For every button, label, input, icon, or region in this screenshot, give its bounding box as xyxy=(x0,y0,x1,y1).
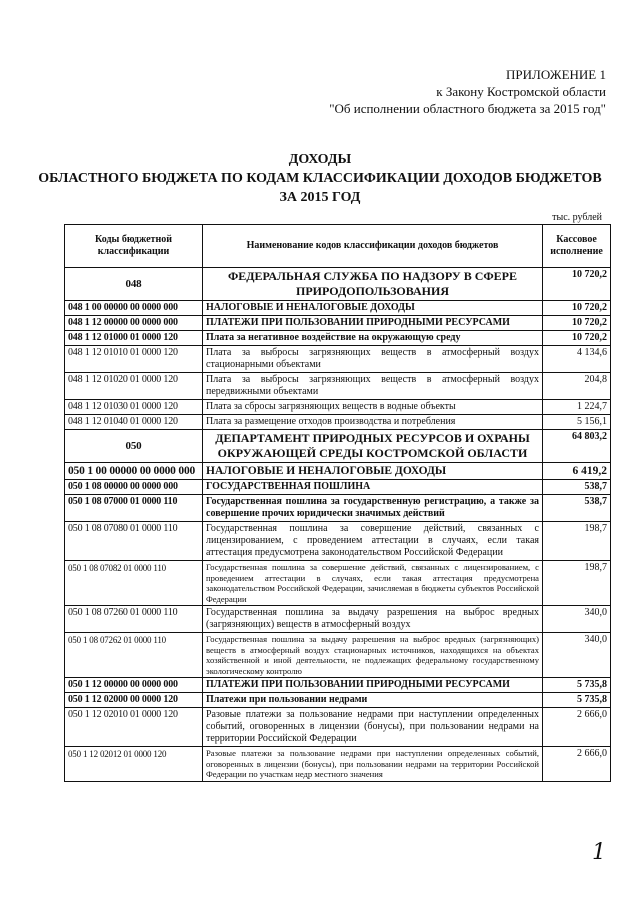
title-line-1: ДОХОДЫ xyxy=(288,152,352,167)
appendix-label: ПРИЛОЖЕНИЕ 1 xyxy=(506,67,606,82)
appendix-law: к Закону Костромской области xyxy=(436,84,606,99)
row-amount: 5 735,8 xyxy=(543,693,611,708)
table-header-row xyxy=(65,225,611,268)
table-row xyxy=(65,346,611,373)
row-amount: 198,7 xyxy=(543,522,611,561)
row-amount: 10 720,2 xyxy=(543,301,611,316)
row-amount: 5 735,8 xyxy=(543,678,611,693)
table-row xyxy=(65,633,611,678)
title-line-2: ОБЛАСТНОГО БЮДЖЕТА ПО КОДАМ КЛАССИФИКАЦИИ ДОХОДОВ БЮДЖЕТОВ xyxy=(38,171,602,186)
row-amount: 10 720,2 xyxy=(543,268,611,301)
row-name: Плата за выбросы загрязняющих веществ в атмосферный воздух стационарными объектами xyxy=(203,346,543,373)
row-code: 050 1 08 07000 01 0000 110 xyxy=(65,495,203,522)
row-name: Государственная пошлина за совершение действий, связанных с лицензированием, с проведением аттестации в случаях, если такая аттестация предусмотрена законодательством Российской Федерации, зачисляемая в бюджеты субъектов Российской Федерации xyxy=(203,561,543,606)
row-code: 048 1 12 01010 01 0000 120 xyxy=(65,346,203,373)
row-amount: 340,0 xyxy=(543,633,611,678)
row-amount: 1 224,7 xyxy=(543,400,611,415)
row-code: 048 1 12 00000 00 0000 000 xyxy=(65,316,203,331)
row-code: 050 1 12 00000 00 0000 000 xyxy=(65,678,203,693)
row-code: 050 1 08 07082 01 0000 110 xyxy=(65,561,203,606)
appendix-law-title: "Об исполнении областного бюджета за 2015 год" xyxy=(329,101,606,116)
document-title xyxy=(0,150,640,207)
row-amount: 6 419,2 xyxy=(543,463,611,480)
page-number: 1 xyxy=(592,840,606,865)
row-code: 048 1 00 00000 00 0000 000 xyxy=(65,301,203,316)
table-row xyxy=(65,480,611,495)
row-code: 050 1 08 07260 01 0000 110 xyxy=(65,606,203,633)
table-row xyxy=(65,316,611,331)
row-name: Разовые платежи за пользование недрами при наступлении определенных событий, оговоренных в лицензии (бонусы), при пользовании недрами на территории Российской Федерации по участкам недр местного значения xyxy=(203,747,543,782)
table-row xyxy=(65,400,611,415)
row-code: 048 1 12 01040 01 0000 120 xyxy=(65,415,203,430)
row-amount: 538,7 xyxy=(543,495,611,522)
row-name: Плата за выбросы загрязняющих веществ в атмосферный воздух передвижными объектами xyxy=(203,373,543,400)
row-amount: 10 720,2 xyxy=(543,316,611,331)
row-amount: 2 666,0 xyxy=(543,747,611,782)
row-name: Государственная пошлина за совершение действий, связанных с лицензированием, с проведением аттестации в случаях, если такая аттестация предусмотрена законодательством Российской Федерации xyxy=(203,522,543,561)
row-amount: 204,8 xyxy=(543,373,611,400)
row-code: 048 xyxy=(65,268,203,301)
row-code: 050 1 08 07262 01 0000 110 xyxy=(65,633,203,678)
column-header-amount: Кассовое исполнение xyxy=(543,225,611,268)
row-name: ГОСУДАРСТВЕННАЯ ПОШЛИНА xyxy=(203,480,543,495)
row-code: 050 1 00 00000 00 0000 000 xyxy=(65,463,203,480)
row-name: Плата за сбросы загрязняющих веществ в водные объекты xyxy=(203,400,543,415)
table-row xyxy=(65,331,611,346)
table-row xyxy=(65,495,611,522)
row-amount: 198,7 xyxy=(543,561,611,606)
table-row xyxy=(65,678,611,693)
table-row xyxy=(65,463,611,480)
table-row xyxy=(65,747,611,782)
table-row xyxy=(65,561,611,606)
row-code: 050 xyxy=(65,430,203,463)
row-amount: 64 803,2 xyxy=(543,430,611,463)
row-code: 050 1 08 00000 00 0000 000 xyxy=(65,480,203,495)
row-amount: 5 156,1 xyxy=(543,415,611,430)
row-name: Государственная пошлина за государственную регистрацию, а также за совершение прочих юридически значимых действий xyxy=(203,495,543,522)
table-row xyxy=(65,268,611,301)
row-name: ДЕПАРТАМЕНТ ПРИРОДНЫХ РЕСУРСОВ И ОХРАНЫ ОКРУЖАЮЩЕЙ СРЕДЫ КОСТРОМСКОЙ ОБЛАСТИ xyxy=(203,430,543,463)
column-header-names: Наименование кодов классификации доходов бюджетов xyxy=(203,225,543,268)
table-row xyxy=(65,430,611,463)
row-amount: 10 720,2 xyxy=(543,331,611,346)
appendix-header xyxy=(329,66,606,117)
row-amount: 4 134,6 xyxy=(543,346,611,373)
row-name: Разовые платежи за пользование недрами при наступлении определенных событий, оговоренных в лицензии (бонусы), при пользовании недрами на территории Российской Федерации xyxy=(203,708,543,747)
income-table xyxy=(64,224,611,782)
title-line-3: ЗА 2015 ГОД xyxy=(279,190,361,205)
row-name: ПЛАТЕЖИ ПРИ ПОЛЬЗОВАНИИ ПРИРОДНЫМИ РЕСУРСАМИ xyxy=(203,316,543,331)
row-name: НАЛОГОВЫЕ И НЕНАЛОГОВЫЕ ДОХОДЫ xyxy=(203,463,543,480)
row-amount: 2 666,0 xyxy=(543,708,611,747)
row-name: НАЛОГОВЫЕ И НЕНАЛОГОВЫЕ ДОХОДЫ xyxy=(203,301,543,316)
table-row xyxy=(65,415,611,430)
row-code: 048 1 12 01000 01 0000 120 xyxy=(65,331,203,346)
row-code: 050 1 08 07080 01 0000 110 xyxy=(65,522,203,561)
row-name: Государственная пошлина за выдачу разрешения на выброс вредных (загрязняющих) веществ в атмосферный воздух xyxy=(203,606,543,633)
row-code: 050 1 12 02012 01 0000 120 xyxy=(65,747,203,782)
row-name: Платежи при пользовании недрами xyxy=(203,693,543,708)
table-row xyxy=(65,606,611,633)
row-name: ФЕДЕРАЛЬНАЯ СЛУЖБА ПО НАДЗОРУ В СФЕРЕ ПРИРОДОПОЛЬЗОВАНИЯ xyxy=(203,268,543,301)
table-row xyxy=(65,301,611,316)
row-name: ПЛАТЕЖИ ПРИ ПОЛЬЗОВАНИИ ПРИРОДНЫМИ РЕСУРСАМИ xyxy=(203,678,543,693)
row-amount: 538,7 xyxy=(543,480,611,495)
table-row xyxy=(65,708,611,747)
row-name: Плата за негативное воздействие на окружающую среду xyxy=(203,331,543,346)
table-row xyxy=(65,373,611,400)
table-row xyxy=(65,693,611,708)
table-row xyxy=(65,522,611,561)
column-header-codes: Коды бюджетной классификации xyxy=(65,225,203,268)
row-code: 050 1 12 02010 01 0000 120 xyxy=(65,708,203,747)
row-name: Государственная пошлина за выдачу разрешения на выброс вредных (загрязняющих) веществ в атмосферный воздух стационарных источников, находящихся на объектах хозяйственной и иной деятельности, не подлежащих федеральному государственному экологическому контролю xyxy=(203,633,543,678)
row-code: 048 1 12 01020 01 0000 120 xyxy=(65,373,203,400)
row-code: 050 1 12 02000 00 0000 120 xyxy=(65,693,203,708)
row-name: Плата за размещение отходов производства и потребления xyxy=(203,415,543,430)
row-code: 048 1 12 01030 01 0000 120 xyxy=(65,400,203,415)
row-amount: 340,0 xyxy=(543,606,611,633)
units-label: тыс. рублей xyxy=(552,212,602,223)
